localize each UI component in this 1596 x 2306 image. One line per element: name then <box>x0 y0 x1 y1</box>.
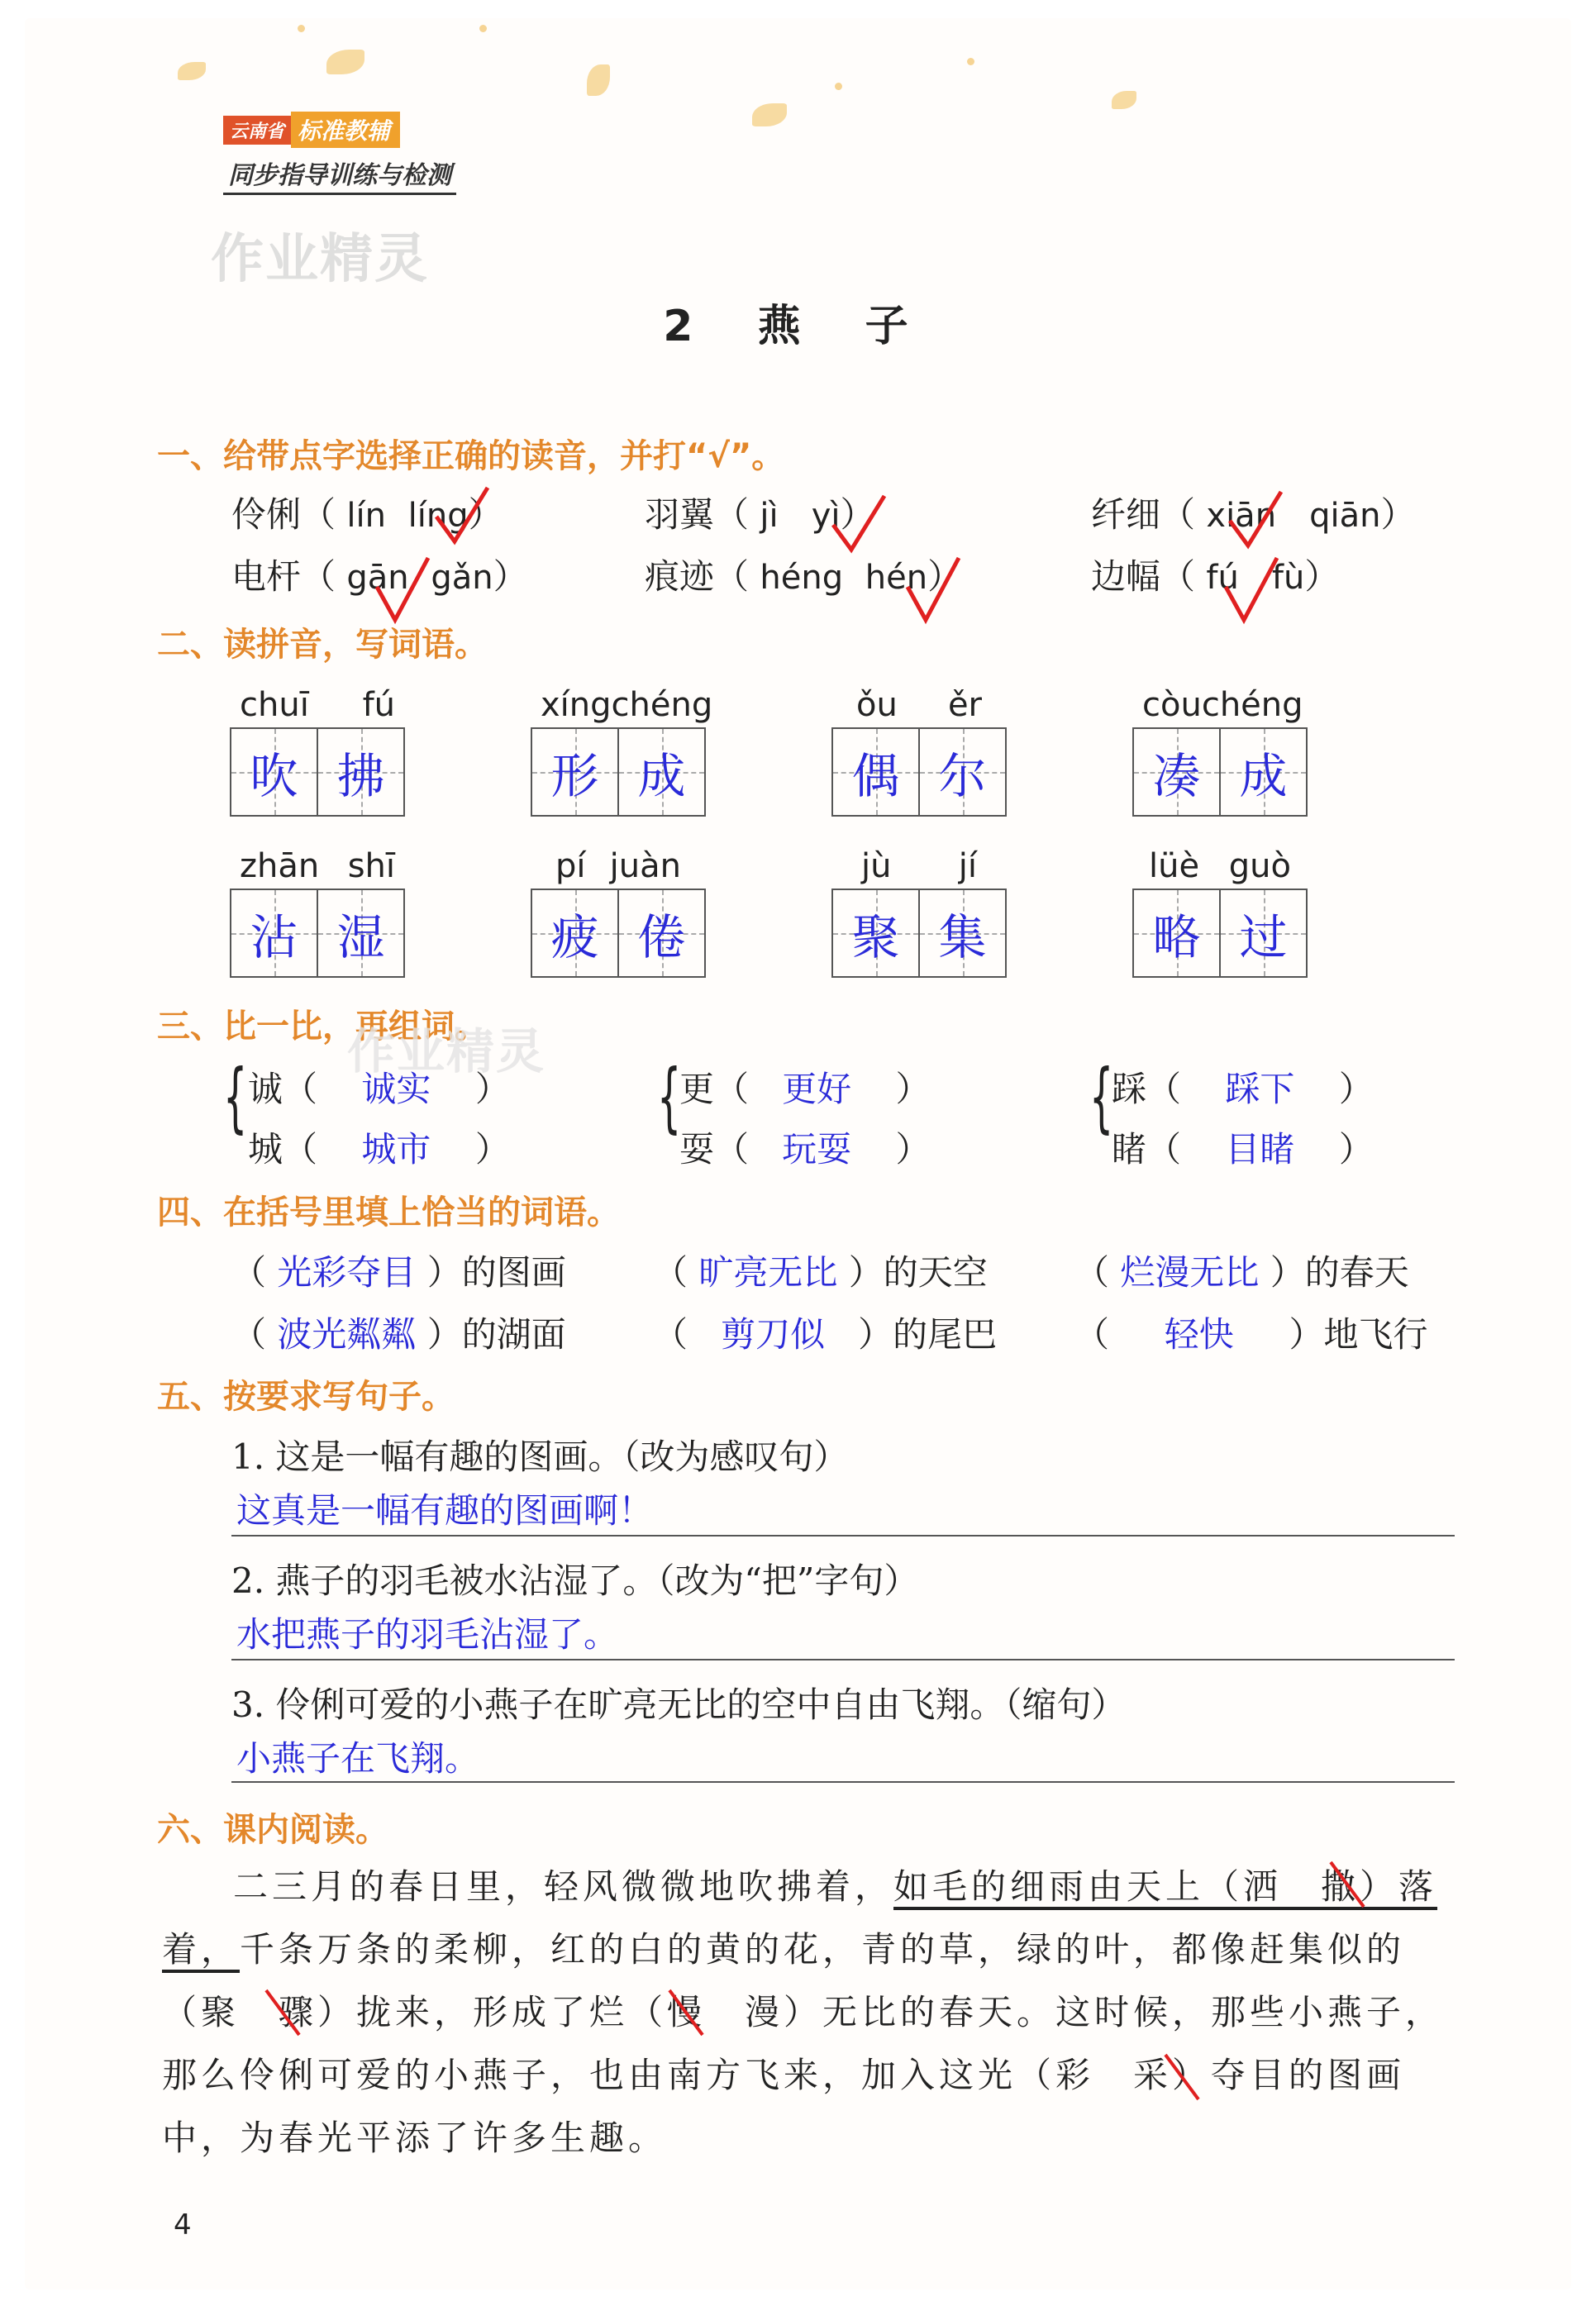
check-mark-icon <box>1223 488 1289 554</box>
compare-row: 诚（ 诚实 ） <box>248 1069 510 1109</box>
sentence-answer: 小燕子在飞翔。 <box>236 1738 480 1779</box>
strike-mark-icon <box>1157 2048 1207 2106</box>
dot-decoration <box>298 25 305 32</box>
brand-logo <box>223 112 456 195</box>
word-grid-group: jù jí 聚 集 <box>831 847 1007 978</box>
brand-subtitle: 同步指导训练与检测 <box>223 155 456 195</box>
brand-name: 标准教辅 <box>291 112 400 148</box>
section-3-heading: 三、比一比，再组词。 <box>157 1008 488 1046</box>
word-grid-group: chuī fú 吹 拂 <box>230 686 405 817</box>
underlined-sentence: 如毛的细雨由天上（洒 撒）落着， <box>162 1866 1438 1970</box>
tian-grid: 凑 成 <box>1132 727 1308 817</box>
fill-item: （ 剪刀似 ）的尾巴 <box>653 1314 998 1355</box>
sentence-question: 3. 伶俐可爱的小燕子在旷亮无比的空中自由飞翔。（缩句） <box>231 1684 1127 1725</box>
check-mark-icon <box>430 484 496 550</box>
dot-decoration <box>967 58 974 65</box>
brace: { <box>1089 1053 1114 1141</box>
check-mark-icon <box>827 492 893 558</box>
fill-item: （ 轻快 ）地飞行 <box>1074 1314 1428 1355</box>
compare-row: 踩（ 踩下 ） <box>1112 1069 1374 1109</box>
dot-decoration <box>479 25 487 32</box>
sentence-answer: 这真是一幅有趣的图画啊！ <box>236 1490 654 1531</box>
answer-line <box>231 1781 1455 1783</box>
watermark: 作业精灵 <box>347 1023 546 1079</box>
answer-line <box>231 1659 1455 1660</box>
question-item: 羽翼（ jì yì） <box>645 494 875 535</box>
word-grid-group: lüè guò 略 过 <box>1132 847 1308 978</box>
sentence-answer: 水把燕子的羽毛沾湿了。 <box>236 1614 619 1655</box>
reading-passage: 二三月的春日里，轻风微微地吹拂着，如毛的细雨由天上（洒 撒）落着，千条万条的柔柳，红的白的黄的花，青的草，绿的叶，都像赶集似的（聚 骤）拢来，形成了烂（慢 漫）无比的春天。这时候，那些小燕子，那么伶俐可爱的小燕子，也由南方飞来，加入这光（彩 采）夺目的图画中，为春光平添了许多生趣。 <box>162 1866 1445 2158</box>
page-number: 4 <box>174 2208 192 2242</box>
compare-row: 耍（ 玩耍 ） <box>679 1129 931 1170</box>
section-1-heading: 一、给带点字选择正确的读音，并打“√”。 <box>157 437 785 475</box>
sentence-question: 2. 燕子的羽毛被水沾湿了。（改为“把”字句） <box>231 1560 919 1601</box>
strike-mark-icon <box>1322 1856 1372 1913</box>
tian-grid: 聚 集 <box>831 889 1007 978</box>
check-mark-icon <box>370 554 436 628</box>
check-mark-icon <box>1219 554 1285 628</box>
brace: { <box>223 1053 248 1141</box>
tian-grid: 形 成 <box>531 727 706 817</box>
compare-row: 睹（ 目睹 ） <box>1112 1129 1374 1170</box>
word-grid-group: ǒu ěr 偶 尔 <box>831 686 1007 817</box>
check-mark-icon <box>901 554 967 628</box>
brace: { <box>657 1053 682 1141</box>
section-4-heading: 四、在括号里填上恰当的词语。 <box>157 1193 620 1232</box>
tian-grid: 疲 倦 <box>531 889 706 978</box>
answer-line <box>231 1535 1455 1537</box>
word-grid-group: zhān shī 沾 湿 <box>230 847 405 978</box>
page-title: 2 燕 子 <box>663 302 933 351</box>
word: 伶俐 <box>231 494 302 535</box>
section-6-heading: 六、课内阅读。 <box>157 1811 388 1849</box>
fill-item: （ 波光粼粼 ）的湖面 <box>231 1314 566 1355</box>
watermark: 作业精灵 <box>211 229 429 290</box>
compare-row: 更（ 更好 ） <box>679 1069 931 1109</box>
tian-grid: 沾 湿 <box>230 889 405 978</box>
word-grid-group: xíng chéng 形 成 <box>531 686 706 817</box>
question-item: 纤细（ xiān qiān） <box>1091 494 1416 535</box>
tian-grid: 吹 拂 <box>230 727 405 817</box>
question-item: 伶俐（ lín líng） <box>231 494 503 535</box>
tian-grid: 略 过 <box>1132 889 1308 978</box>
dot-decoration <box>835 83 842 90</box>
fill-item: （ 烂漫无比 ）的春天 <box>1074 1252 1409 1293</box>
section-2-heading: 二、读拼音，写词语。 <box>157 626 488 664</box>
sentence-question: 1. 这是一幅有趣的图画。（改为感叹句） <box>231 1436 849 1477</box>
word-grid-group: pí juàn 疲 倦 <box>531 847 706 978</box>
question-item: 电杆（ gān gǎn） <box>231 556 528 597</box>
tian-grid: 偶 尔 <box>831 727 1007 817</box>
fill-item: （ 旷亮无比 ）的天空 <box>653 1252 988 1293</box>
question-item: 痕迹（ héng hén） <box>645 556 963 597</box>
strike-mark-icon <box>661 1984 711 2042</box>
section-5-heading: 五、按要求写句子。 <box>157 1378 455 1416</box>
question-item: 边幅（ fú fù） <box>1091 556 1340 597</box>
word-grid-group: còu chéng 凑 成 <box>1132 686 1308 817</box>
fill-item: （ 光彩夺目 ）的图画 <box>231 1252 566 1293</box>
strike-mark-icon <box>258 1984 307 2042</box>
compare-row: 城（ 城市 ） <box>248 1129 510 1170</box>
brand-tag: 云南省 <box>223 116 291 145</box>
